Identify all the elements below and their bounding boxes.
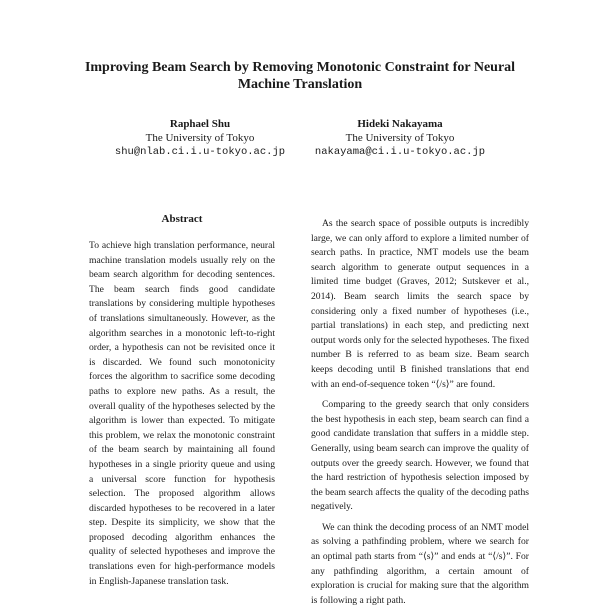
author-affiliation: The University of Tokyo bbox=[145, 132, 255, 144]
author-email: nakayama@ci.i.u-tokyo.ac.jp bbox=[314, 146, 486, 158]
abstract-text: To achieve high translation performance, neural machine translation models usually rely on the beam search algorithm for decoding sentences. The beam search finds good candidate translations by considering multiple hypotheses of translations simultaneously. However, as the algorithm searches in a monotonic left-to-right order, a hypothesis can not be revisited once it is discarded. We found such monotonicity forces the algorithm to sacrifice some decoding paths to explore new paths. As a result, the overall quality of the hypotheses selected by the algorithm is lower than expected. To mitigate this problem, we relax the monotonic constraint of the beam search by maintaining all found hypotheses in a single priority queue and using a universal score function for hypothesis selection. The proposed algorithm allows discarded hypotheses to be recovered in a later step. Despite its simplicity, we show that the proposed decoding algorithm enhances the quality of selected hypotheses and improve the translations even for high-performance models in English-Japanese translation task. bbox=[89, 240, 275, 587]
author-affiliation: The University of Tokyo bbox=[345, 132, 455, 144]
intro-paragraph: We can think the decoding process of an NMT model as solving a pathfinding problem, where we search for an optimal path starts from “⟨s⟩” and ends at “⟨/s⟩”. For any pathfinding algorithm, a certain amount of exploration is crucial for making sure that the algorithm is following a right path. bbox=[311, 521, 529, 606]
intro-paragraph: Comparing to the greedy search that only considers the best hypothesis in each step, beam search can find a good candidate translation that suffers in a middle step. Generally, using beam search can improve the quality of outputs over the greedy search. However, we found that the hard restriction of hypothesis selection imposed by the beam search affects the quality of the decoding paths negatively. bbox=[311, 399, 529, 513]
introduction-column bbox=[311, 217, 529, 614]
author-email: shu@nlab.ci.i.u-tokyo.ac.jp bbox=[114, 146, 286, 158]
intro-paragraph: As the search space of possible outputs is incredibly large, we can only afford to explore a limited number of search paths. In practice, NMT models use the beam search algorithm to generate output sequences in a limited time budget (Graves, 2012; Sutskever et al., 2014). Beam search limits the search space by considering only a fixed number of hypotheses (i.e., partial translations) in each step, and predicting next output words only for the selected hypotheses. The fixed number B is referred to as beam size. Beam search keeps decoding until B finished translations that end with an end-of-sequence token “⟨/s⟩” are found. bbox=[311, 218, 529, 390]
author-name: Raphael Shu bbox=[169, 118, 231, 130]
author-name: Hideki Nakayama bbox=[357, 118, 443, 130]
abstract-heading: Abstract bbox=[161, 213, 203, 225]
abstract-column bbox=[89, 239, 275, 595]
paper-title: Improving Beam Search by Removing Monotonic Constraint for Neural Machine Translation bbox=[84, 60, 516, 92]
author-block bbox=[100, 117, 300, 159]
author-block bbox=[300, 117, 500, 159]
